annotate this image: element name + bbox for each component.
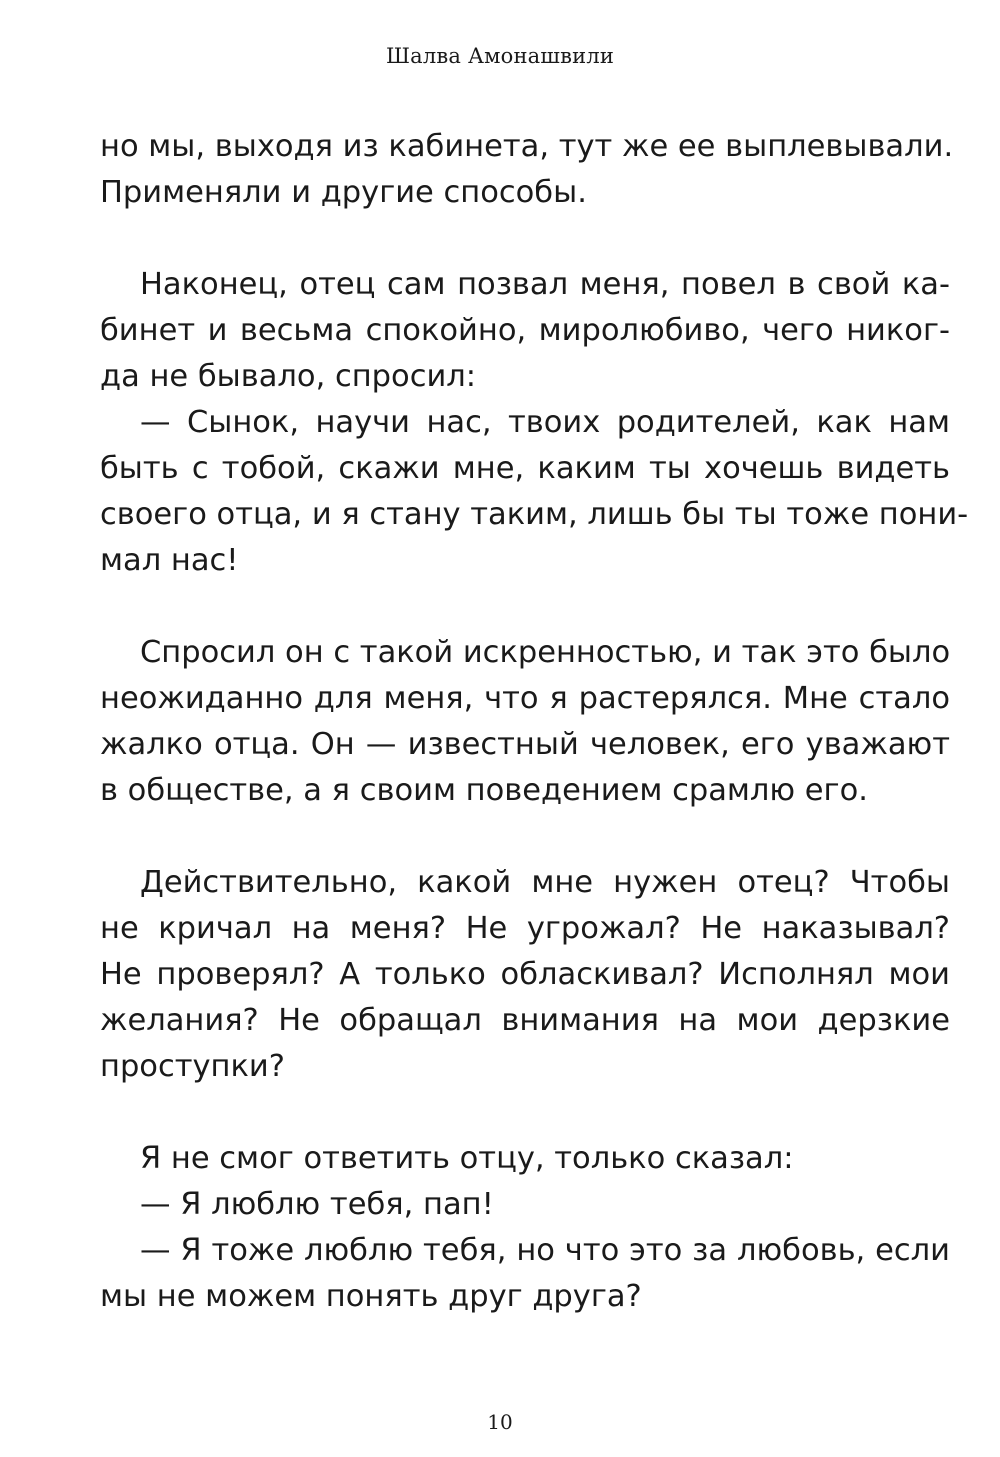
- text-line: Действительно, какой мне нужен отец? Чтобы: [140, 865, 950, 900]
- text-line: желания? Не обращал внимания на мои дерзкие: [100, 1003, 950, 1038]
- text-line: Я не смог ответить отцу, только сказал:: [140, 1141, 794, 1176]
- text-line: быть с тобой, скажи мне, каким ты хочешь видеть: [100, 451, 950, 486]
- page-number: 10: [487, 1410, 513, 1434]
- text-line: неожиданно для меня, что я растерялся. Мне стало: [100, 681, 950, 716]
- text-line: Наконец, отец сам позвал меня, повел в свой ка-: [140, 267, 950, 302]
- text-line: но мы, выходя из кабинета, тут же ее выплевывали.: [100, 129, 954, 164]
- text-line: мал нас!: [100, 543, 239, 578]
- text-line: жалко отца. Он — известный человек, его уважают: [100, 727, 950, 762]
- text-line: своего отца, и я стану таким, лишь бы ты тоже пони-: [100, 497, 969, 532]
- body-text: [100, 124, 969, 1320]
- text-line: проступки?: [100, 1049, 285, 1084]
- text-line: мы не можем понять друг друга?: [100, 1279, 642, 1314]
- text-line: да не бывало, спросил:: [100, 359, 477, 394]
- paragraph-gap: [100, 1090, 950, 1136]
- text-line: в обществе, а я своим поведением срамлю его.: [100, 773, 868, 808]
- running-header-author: Шалва Амонашвили: [385, 44, 615, 68]
- text-line: не кричал на меня? Не угрожал? Не наказывал?: [100, 911, 950, 946]
- paragraph-gap: [100, 584, 950, 630]
- text-line: Применяли и другие способы.: [100, 175, 587, 210]
- text-line: — Сынок, научи нас, твоих родителей, как нам: [140, 405, 950, 440]
- paragraph-gap: [100, 814, 950, 860]
- paragraph-gap: [100, 216, 950, 262]
- text-line: Спросил он с такой искренностью, и так это было: [140, 635, 951, 670]
- text-line: — Я тоже люблю тебя, но что это за любовь, если: [140, 1233, 950, 1268]
- text-line: бинет и весьма спокойно, миролюбиво, чего никог-: [100, 313, 950, 348]
- text-line: — Я люблю тебя, пап!: [140, 1187, 494, 1222]
- text-line: Не проверял? А только обласкивал? Исполнял мои: [100, 957, 950, 992]
